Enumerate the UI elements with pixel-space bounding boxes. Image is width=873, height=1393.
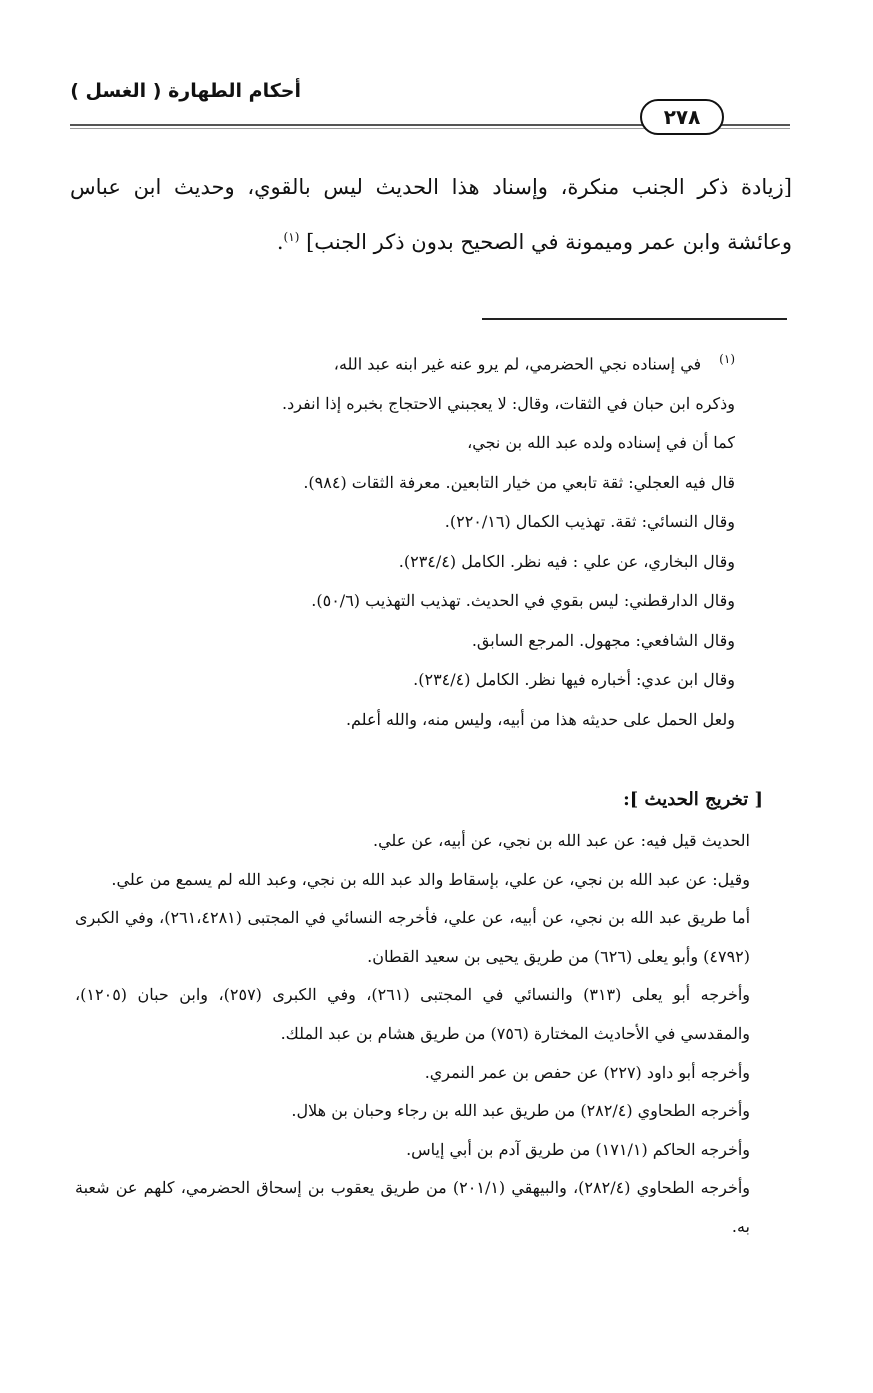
footnote-reference: (١): [283, 230, 300, 244]
footnote-line: قال فيه العجلي: ثقة تابعي من خيار التابعين. معرفة الثقات (٩٨٤).: [303, 472, 735, 492]
takhrij-paragraph: أما طريق عبد الله بن نجي، عن أبيه، عن علي، فأخرجه النسائي في المجتبى (٢٦١،٤٢٨١)، وفي الكبرى (٤٧٩٢) وأبو يعلى (٦٢٦) من طريق يحيى بن سعيد القطان.: [75, 908, 751, 966]
takhrij-heading: [ تخريج الحديث ]:: [623, 789, 763, 810]
takhrij-paragraph: وأخرجه الطحاوي (٢٨٢/٤)، والبيهقي (٢٠١/١) من طريق يعقوب بن إسحاق الحضرمي، كلهم عن شعبة به.: [75, 1178, 751, 1236]
running-header-title: أحكام الطهارة ( الغسل ): [70, 80, 301, 102]
page-number: ٢٧٨: [640, 99, 724, 135]
takhrij-paragraph: وأخرجه أبو داود (٢٢٧) عن حفص بن عمر النمري.: [424, 1062, 750, 1082]
footnote-line: كما أن في إسناده ولده عبد الله بن نجي،: [467, 433, 735, 453]
takhrij-paragraph: وأخرجه الطحاوي (٢٨٢/٤) من طريق عبد الله بن رجاء وحبان بن هلال.: [291, 1101, 750, 1121]
footnote-marker: (١): [719, 352, 735, 366]
takhrij-body: [75, 822, 788, 1247]
takhrij-paragraph: وقيل: عن عبد الله بن نجي، عن علي، بإسقاط والد عبد الله بن نجي، وعبد الله لم يسمع من علي.: [111, 869, 750, 889]
footnote-line: وذكره ابن حبان في الثقات، وقال: لا يعجبني الاحتجاج بخبره إذا انفرد.: [282, 393, 735, 413]
main-paragraph: [70, 162, 792, 267]
footnote-line: ولعل الحمل على حديثه هذا من أبيه، وليس منه، والله أعلم.: [345, 709, 735, 729]
footnote-line: وقال ابن عدي: أخباره فيها نظر. الكامل (٢٣٤/٤).: [413, 670, 735, 690]
takhrij-paragraph: الحديث قيل فيه: عن عبد الله بن نجي، عن أبيه، عن علي.: [373, 831, 750, 850]
footnote-line: وقال الشافعي: مجهول. المرجع السابق.: [471, 630, 735, 650]
footnote-line: وقال البخاري، عن علي : فيه نظر. الكامل (٢٣٤/٤).: [398, 551, 735, 571]
footnote-line: وقال الدارقطني: ليس بقوي في الحديث. تهذيب التهذيب (٥٠/٦).: [311, 591, 735, 611]
main-text-end: .: [276, 230, 284, 254]
footnote-line: وقال النسائي: ثقة. تهذيب الكمال (٢٢٠/١٦).: [444, 512, 735, 532]
main-text-body: [زيادة ذكر الجنب منكرة، وإسناد هذا الحديث ليس بالقوي، وحديث ابن عباس وعائشة وابن عمر وميمونة في الصحيح بدون ذكر الجنب]: [70, 175, 792, 254]
footnote-separator: [482, 318, 787, 320]
takhrij-paragraph: وأخرجه الحاكم (١٧١/١) من طريق آدم بن أبي إياس.: [406, 1139, 750, 1159]
footnote-line: $^{(١)}$في إسناده نجي الحضرمي، لم يرو عنه غير ابنه عبد الله،: [333, 352, 735, 374]
takhrij-paragraph: وأخرجه أبو يعلى (٣١٣) والنسائي في المجتبى (٢٦١)، وفي الكبرى (٢٥٧)، وابن حبان (١٢٠٥)، والمقدسي في الأحاديث المختارة (٧٥٦) من طريق هشام بن عبد الملك.: [75, 985, 751, 1043]
footnotes: [135, 340, 735, 739]
